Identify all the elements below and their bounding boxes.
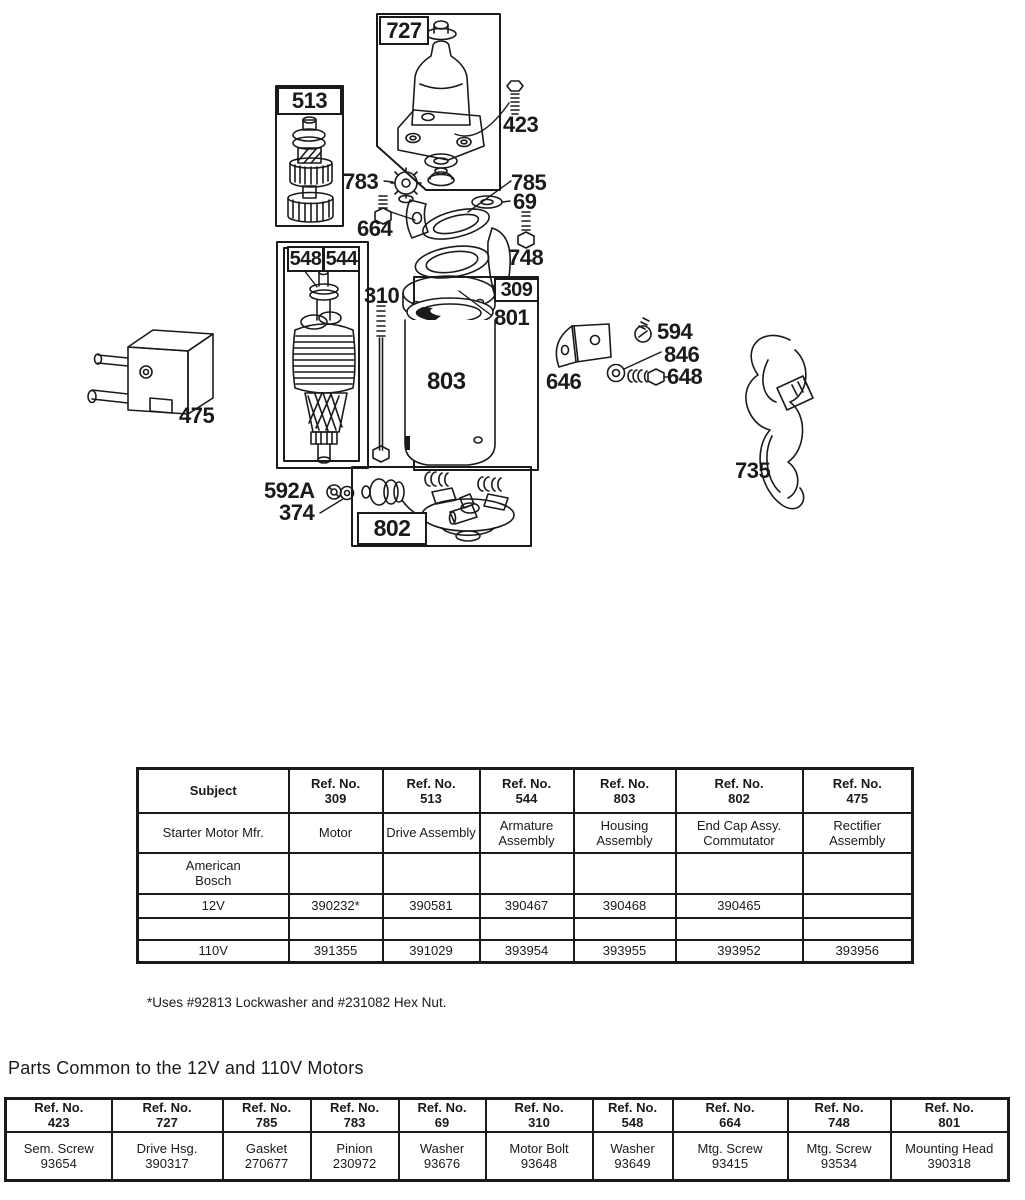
- table-row: [138, 853, 913, 894]
- callout-727: 727: [379, 16, 429, 45]
- table-cell: Drive Assembly: [383, 813, 480, 853]
- table-cell: [480, 853, 574, 894]
- header-cell: Ref. No. 548: [593, 1099, 673, 1132]
- table-cell: 390468: [574, 894, 676, 918]
- callout-594: 594: [657, 319, 693, 344]
- callout-803: 803: [427, 368, 466, 395]
- header-cell: Ref. No. 544: [480, 769, 574, 813]
- screw-594-drawing: [635, 318, 651, 342]
- callout-802: 802: [357, 512, 427, 545]
- callout-475: 475: [179, 403, 215, 428]
- header-cell: Ref. No. 309: [289, 769, 383, 813]
- section-title: Parts Common to the 12V and 110V Motors: [8, 1058, 364, 1078]
- callout-309: 309: [494, 278, 539, 302]
- header-cell: [138, 769, 289, 813]
- table-cell: [138, 918, 289, 940]
- callout-310: 310: [364, 283, 400, 308]
- callout-374: 374: [279, 500, 315, 525]
- table-cell: Drive Hsg. 390317: [112, 1132, 223, 1181]
- callout-846: 846: [664, 342, 700, 367]
- table-cell: Washer 93676: [399, 1132, 486, 1181]
- grommet-drawing: [327, 485, 341, 499]
- table-cell: Armature Assembly: [480, 813, 574, 853]
- mtg-screw-748-drawing: [518, 212, 534, 248]
- table-cell: [803, 918, 913, 940]
- table-cell: [289, 853, 383, 894]
- table-cell: [383, 853, 480, 894]
- header-cell: Ref. No. 748: [788, 1099, 891, 1132]
- table-cell: 391355: [289, 940, 383, 963]
- table-cell: Washer 93649: [593, 1132, 673, 1181]
- table-cell: [803, 894, 913, 918]
- table-cell: Housing Assembly: [574, 813, 676, 853]
- sem-screw-drawing: [507, 81, 523, 114]
- callout-544: 544: [323, 246, 360, 272]
- bracket-drawing: [556, 324, 611, 367]
- header-cell: Ref. No. 801: [891, 1099, 1009, 1132]
- header-cell: Ref. No. 310: [486, 1099, 593, 1132]
- header-cell: Ref. No. 664: [673, 1099, 788, 1132]
- table-cell: Mtg. Screw 93534: [788, 1132, 891, 1181]
- callout-592A: 592A: [264, 478, 315, 503]
- table-cell: 390581: [383, 894, 480, 918]
- table-cell: Mounting Head 390318: [891, 1132, 1009, 1181]
- header-cell: Ref. No. 803: [574, 769, 676, 813]
- table-cell: 393955: [574, 940, 676, 963]
- header-cell: Ref. No. 783: [311, 1099, 399, 1132]
- table-cell: 110V: [138, 940, 289, 963]
- table-cell: 390465: [676, 894, 803, 918]
- washer-846-drawing: [608, 365, 625, 382]
- table-cell: [574, 918, 676, 940]
- header-cell: Ref. No. 475: [803, 769, 913, 813]
- header-cell: Ref. No. 802: [676, 769, 803, 813]
- table-cell: End Cap Assy. Commutator: [676, 813, 803, 853]
- table-cell: [383, 918, 480, 940]
- table-row: [138, 940, 913, 963]
- callout-548: 548: [287, 246, 324, 272]
- callout-423: 423: [503, 112, 539, 137]
- table-cell: Pinion 230972: [311, 1132, 399, 1181]
- table-cell: [289, 918, 383, 940]
- table-row: [138, 918, 913, 940]
- header-cell: Ref. No. 513: [383, 769, 480, 813]
- table-cell: Motor Bolt 93648: [486, 1132, 593, 1181]
- table-cell: [574, 853, 676, 894]
- table-cell: 12V: [138, 894, 289, 918]
- callout-648: 648: [667, 364, 703, 389]
- table-row: [138, 894, 913, 918]
- table-cell: 391029: [383, 940, 480, 963]
- table-cell: American Bosch: [138, 853, 289, 894]
- header-cell: Ref. No. 423: [6, 1099, 112, 1132]
- table-cell: [676, 853, 803, 894]
- gasket-drawing: [420, 203, 492, 245]
- table-cell: 390467: [480, 894, 574, 918]
- table-cell: Starter Motor Mfr.: [138, 813, 289, 853]
- callout-664: 664: [357, 216, 393, 241]
- table-cell: Gasket 270677: [223, 1132, 311, 1181]
- callout-785: 785: [511, 170, 547, 195]
- table-cell: 393954: [480, 940, 574, 963]
- table-cell: [676, 918, 803, 940]
- table-cell: Motor: [289, 813, 383, 853]
- table-cell: [803, 853, 913, 894]
- table-cell: 390232*: [289, 894, 383, 918]
- table-cell: [480, 918, 574, 940]
- subject-header: Subject: [189, 783, 237, 799]
- callout-783: 783: [343, 169, 379, 194]
- motor-bolt-drawing: [373, 306, 389, 462]
- callout-735: 735: [735, 458, 771, 483]
- callout-801: 801: [494, 305, 530, 330]
- callout-646: 646: [546, 369, 582, 394]
- header-cell: Ref. No. 69: [399, 1099, 486, 1132]
- table-header-row: [6, 1099, 1009, 1132]
- table-cell: 393956: [803, 940, 913, 963]
- table-cell: Sem. Screw 93654: [6, 1132, 112, 1181]
- motor-variants-table: [136, 767, 914, 964]
- callout-748: 748: [508, 245, 544, 270]
- callout-69: 69: [513, 189, 537, 214]
- table-header-row: [138, 769, 913, 813]
- header-cell: Ref. No. 727: [112, 1099, 223, 1132]
- table-row: [6, 1132, 1009, 1181]
- rectifier-assembly-drawing: [88, 330, 213, 414]
- common-parts-table: [4, 1097, 1010, 1182]
- table-cell: Rectifier Assembly: [803, 813, 913, 853]
- table-cell: 393952: [676, 940, 803, 963]
- table-cell: Mtg. Screw 93415: [673, 1132, 788, 1181]
- header-cell: Ref. No. 785: [223, 1099, 311, 1132]
- callout-513: 513: [277, 87, 342, 115]
- table-row: [138, 813, 913, 853]
- armature-assembly-drawing: [293, 270, 355, 464]
- bolt-648-drawing: [628, 369, 669, 385]
- footnote: *Uses #92813 Lockwasher and #231082 Hex Nut.: [147, 995, 447, 1010]
